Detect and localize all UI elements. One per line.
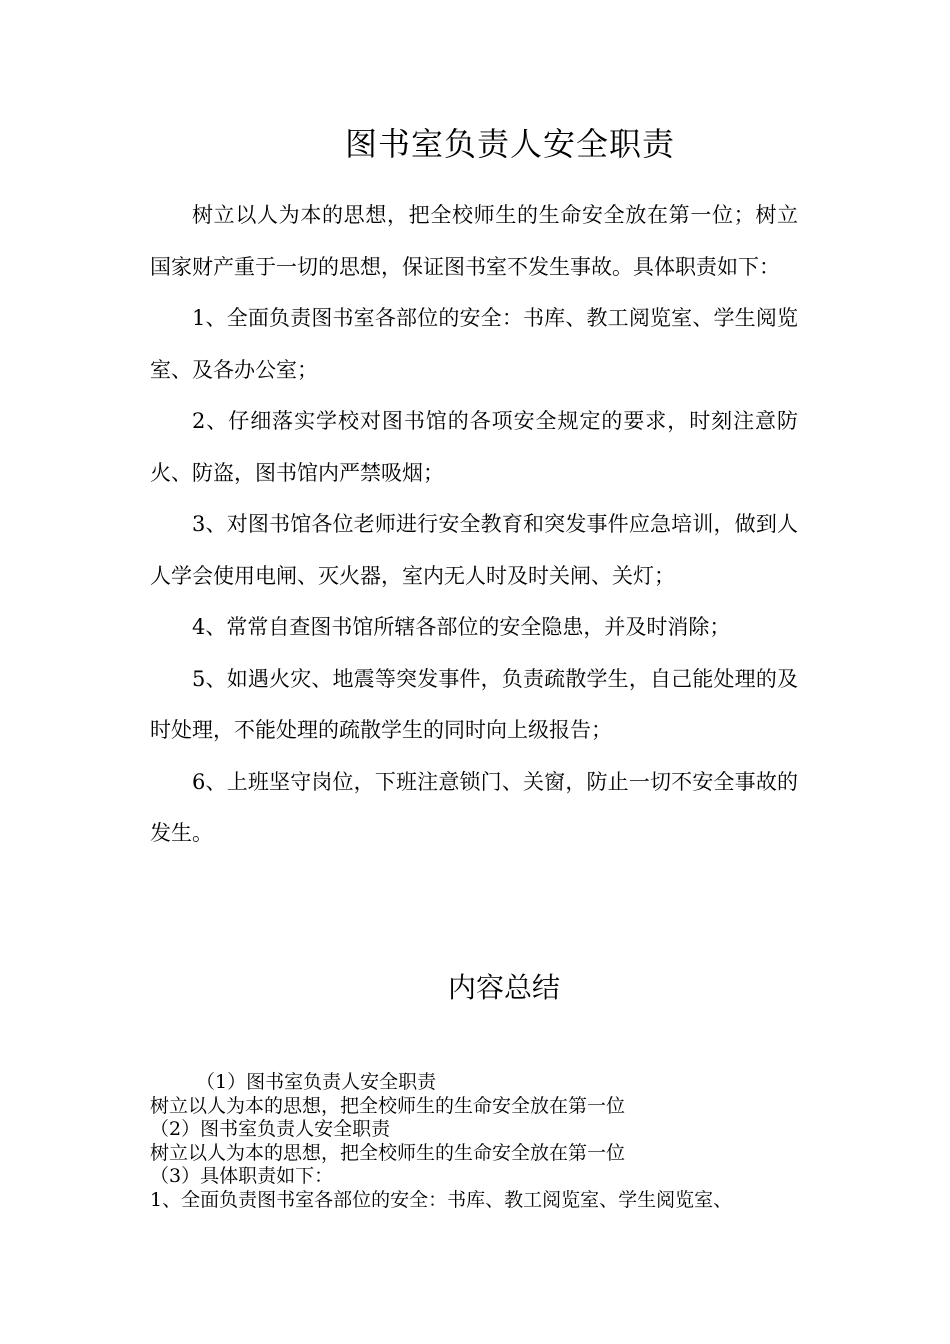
summary-line: （1）图书室负责人安全职责 bbox=[196, 1071, 437, 1093]
paragraph-intro: 树立以人为本的思想，把全校师生的生命安全放在第一位；树立国家财产重于一切的思想，保证图书室不发生事故。具体职责如下： bbox=[150, 203, 798, 279]
paragraph-duty-2: 2、仔细落实学校对图书馆的各项安全规定的要求，时刻注意防火、防盗，图书馆内严禁吸烟； bbox=[150, 409, 798, 485]
summary-line: 1、全面负责图书室各部位的安全：书库、教工阅览室、学生阅览室、 bbox=[150, 1188, 733, 1211]
document-title: 图书室负责人安全职责 bbox=[344, 125, 675, 163]
paragraph-duty-1: 1、全面负责图书室各部位的安全：书库、教工阅览室、学生阅览室、及各办公室； bbox=[150, 306, 798, 382]
paragraph-duty-5: 5、如遇火灾、地震等突发事件，负责疏散学生，自己能处理的及时处理，不能处理的疏散学生的同时向上级报告； bbox=[150, 666, 798, 742]
summary-line: （3）具体职责如下： bbox=[150, 1165, 334, 1187]
paragraph-duty-6: 6、上班坚守岗位，下班注意锁门、关窗，防止一切不安全事故的发生。 bbox=[150, 769, 798, 845]
summary-line: 树立以人为本的思想，把全校师生的生命安全放在第一位 bbox=[150, 1141, 626, 1164]
summary-title: 内容总结 bbox=[447, 971, 560, 1004]
summary-section bbox=[150, 1071, 830, 1212]
document-body bbox=[150, 190, 798, 860]
summary-line: （2）图书室负责人安全职责 bbox=[150, 1118, 391, 1140]
paragraph-duty-3: 3、对图书馆各位老师进行安全教育和突发事件应急培训，做到人人学会使用电闸、灭火器，室内无人时及时关闸、关灯； bbox=[150, 512, 798, 588]
summary-line: 树立以人为本的思想，把全校师生的生命安全放在第一位 bbox=[150, 1094, 626, 1117]
paragraph-duty-4: 4、常常自查图书馆所辖各部位的安全隐患，并及时消除； bbox=[192, 615, 731, 639]
